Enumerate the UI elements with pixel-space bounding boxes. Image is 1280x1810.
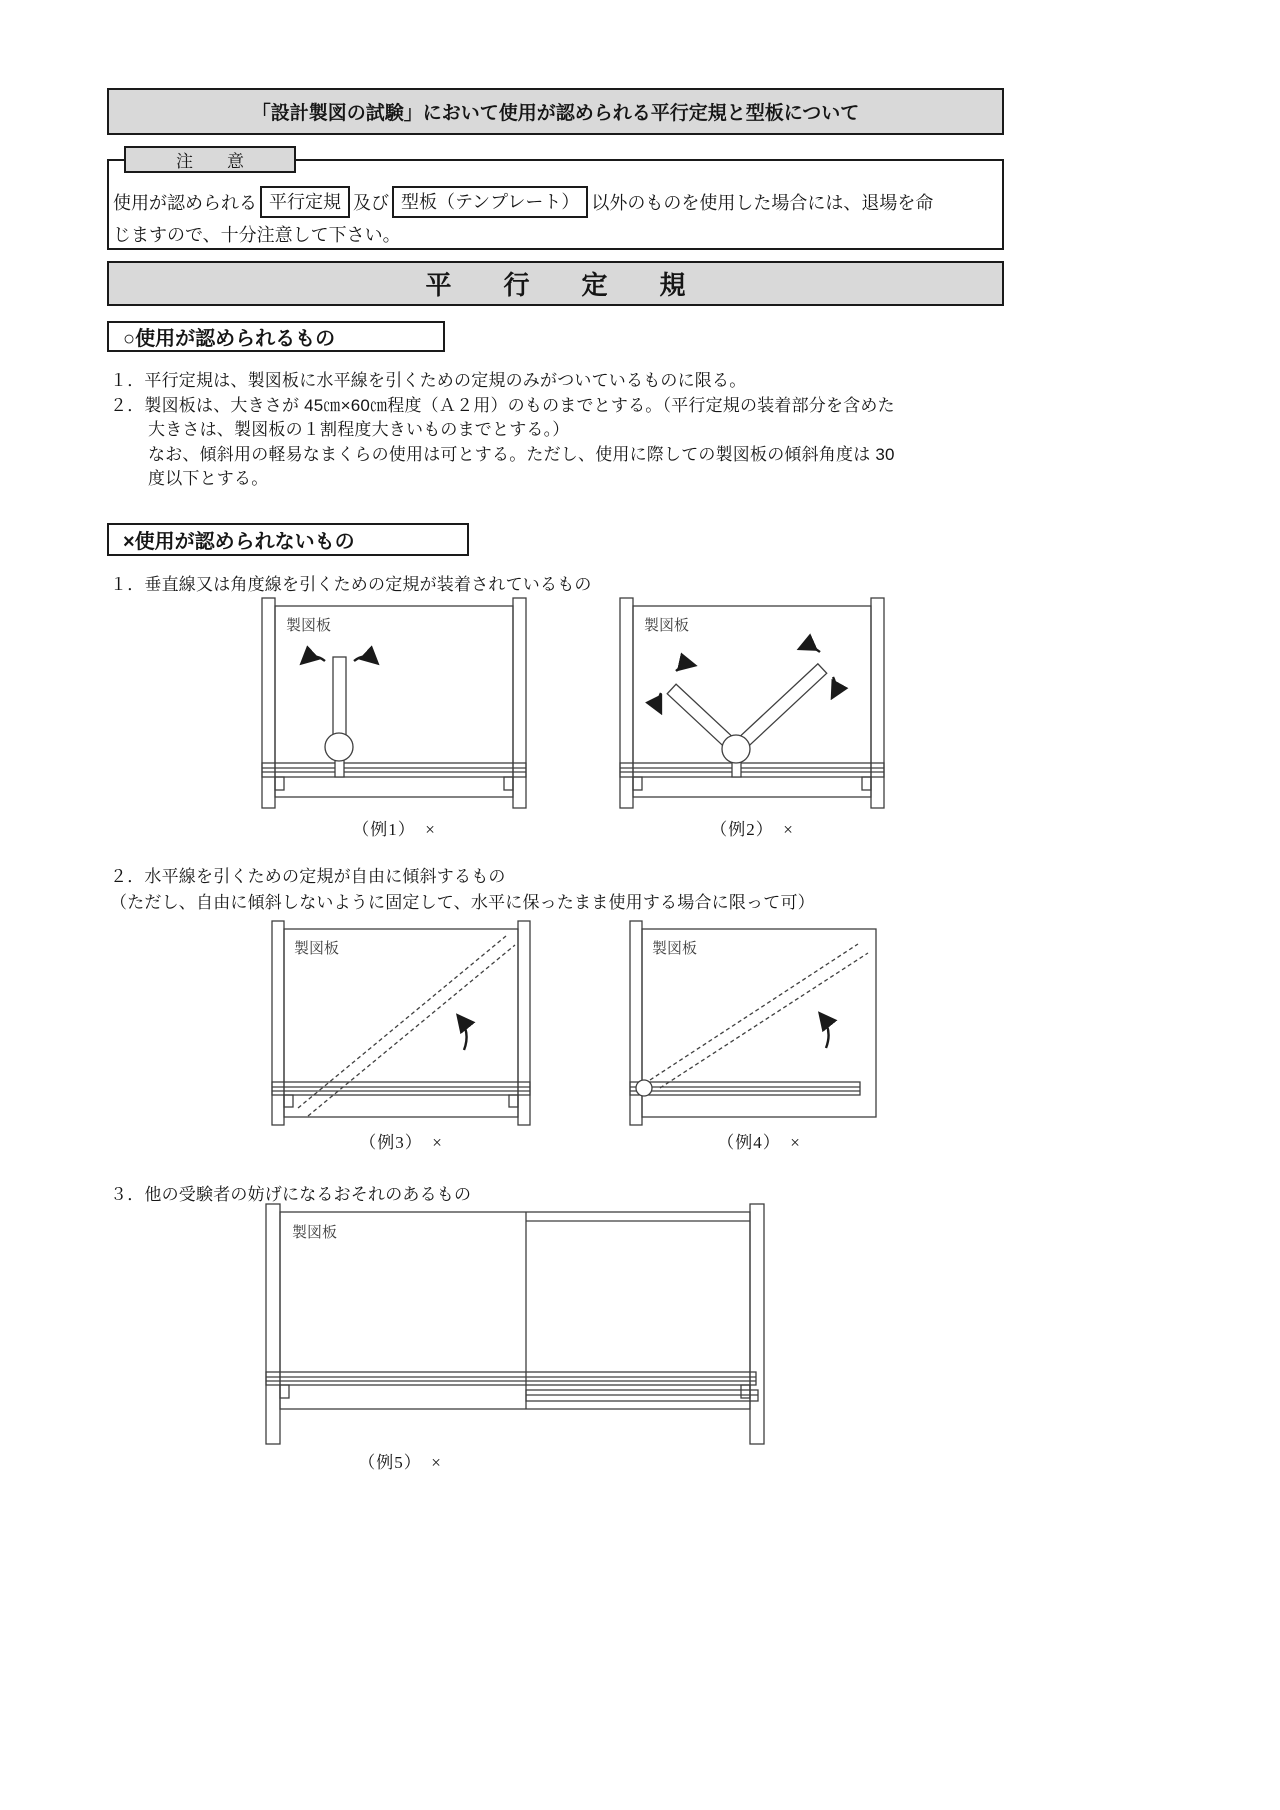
right-rail [750, 1204, 764, 1444]
diagram-example-1 [256, 597, 532, 815]
pivot-knob [722, 735, 750, 763]
diagram-caption-4: （例4） × [717, 1133, 801, 1152]
board-label: 製図板 [292, 1224, 338, 1241]
notice-label-box [124, 146, 296, 173]
pivot-knob [325, 733, 353, 761]
term-template: 型板（テンプレート） [392, 186, 588, 218]
board-label: 製図板 [652, 940, 698, 957]
drafting-board [280, 1212, 750, 1409]
rotation-arrow-icon [303, 657, 325, 662]
term-parallel-ruler: 平行定規 [260, 186, 350, 218]
parallel-ruler-bar [266, 1372, 756, 1385]
board-label: 製図板 [644, 617, 690, 634]
diagram-caption-2: （例2） × [710, 820, 794, 839]
allowed-section-heading: ○使用が認められるもの [107, 321, 445, 352]
notice-pre-text: 使用が認められる [113, 193, 257, 213]
left-rail [266, 1204, 280, 1444]
tilted-ruler-dashed [660, 953, 868, 1088]
main-section-header [107, 261, 1004, 306]
rotation-arrow-icon [354, 657, 376, 662]
notice-text-line1 [113, 186, 933, 218]
pivot-knob [636, 1080, 652, 1096]
board-label: 製図板 [294, 940, 340, 957]
main-section-header-text: 平 行 定 規 [425, 270, 686, 300]
diagram-caption-3: （例3） × [359, 1133, 443, 1152]
diagram-caption-1: （例1） × [352, 820, 436, 839]
tilted-ruler-dashed [650, 944, 858, 1080]
diagram-example-2 [614, 597, 890, 815]
rotation-arrow-icon [676, 665, 693, 671]
notice-text-line2: じますので、十分注意して下さい。 [113, 225, 401, 245]
not-allowed-item-2-note: （ただし、自由に傾斜しないように固定して、水平に保ったまま使用する場合に限って可） [110, 893, 815, 912]
parallel-ruler-bar [262, 763, 526, 777]
not-allowed-item-3: ３．他の受験者の妨げになるおそれのあるもの [110, 1185, 472, 1204]
drafting-board [642, 929, 876, 1117]
parallel-ruler-bar [620, 763, 884, 777]
diagram-example-3 [268, 920, 534, 1130]
notice-post-text: 以外のものを使用した場合には、退場を命 [591, 193, 934, 213]
allowed-line-2: ２．製図板は、大きさが 45㎝×60㎝程度（Ａ２用）のものまでとする。（平行定規の装着部分を含めた [110, 396, 895, 415]
allowed-line-5: 度以下とする。 [148, 469, 269, 488]
parallel-ruler-bar [630, 1082, 860, 1095]
notice-mid-text: 及び [353, 193, 389, 213]
document-title-bar [107, 88, 1004, 135]
tilt-arrow-icon [821, 1015, 829, 1048]
notice-label: 注 意 [176, 152, 244, 171]
allowed-line-3: 大きさは、製図板の１割程度大きいものまでとする。） [148, 420, 570, 439]
allowed-line-4: なお、傾斜用の軽易なまくらの使用は可とする。ただし、使用に際しての製図板の傾斜角度は 30 [148, 445, 895, 464]
tilted-ruler-dashed [308, 945, 515, 1116]
not-allowed-item-2: ２．水平線を引くための定規が自由に傾斜するもの [110, 867, 506, 886]
board-label: 製図板 [286, 617, 332, 634]
diagram-example-4 [626, 920, 892, 1130]
allowed-line-1: １．平行定規は、製図板に水平線を引くための定規のみがついているものに限る。 [110, 371, 747, 390]
diagram-caption-5: （例5） × [358, 1453, 442, 1472]
rotation-arrow-icon [833, 677, 836, 696]
not-allowed-section-heading: ×使用が認められないもの [107, 523, 469, 556]
rotation-arrow-icon [658, 693, 661, 711]
rotation-arrow-icon [801, 647, 820, 652]
document-title: 「設計製図の試験」において使用が認められる平行定規と型板について [251, 103, 860, 124]
diagram-example-5 [262, 1202, 770, 1450]
tilt-arrow-icon [459, 1017, 467, 1050]
parallel-ruler-bar [272, 1082, 530, 1095]
not-allowed-item-1: １．垂直線又は角度線を引くための定規が装着されているもの [110, 575, 592, 594]
